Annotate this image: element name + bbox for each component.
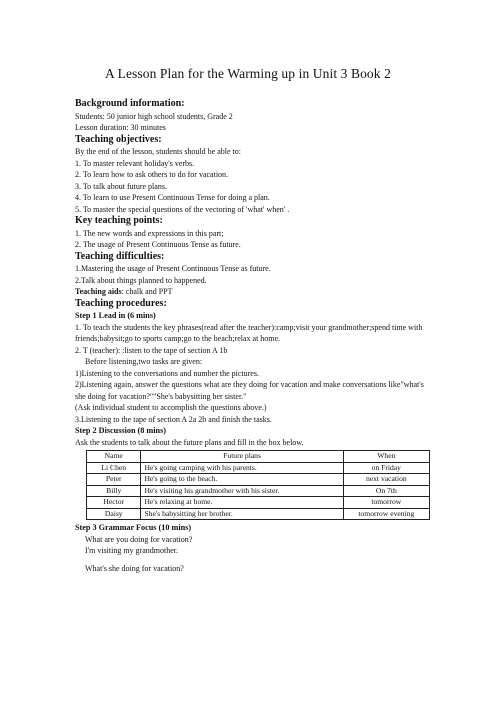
step3-line: I'm visiting my grandmother.	[85, 546, 178, 555]
step3-line: What's she doing for vacation?	[85, 563, 184, 573]
table-row	[87, 474, 430, 486]
difficulty-line: 2.Talk about things planned to happened.	[75, 275, 207, 285]
cell-when: next vacation	[343, 474, 429, 486]
difficulty-line: 1.Mastering the usage of Present Continuous Tense as future.	[75, 264, 271, 273]
objective-line: 1. To master relevant holiday's verbs.	[75, 158, 195, 168]
cell-plan: He's visiting his grandmother with his sister.	[141, 485, 343, 497]
teaching-aids	[75, 286, 430, 298]
step1-line: Before listening,two tasks are given:	[85, 357, 203, 366]
step2-heading: Step 2 Discussion (8 mins)	[75, 426, 166, 435]
table-row	[87, 462, 430, 474]
header-when: When	[343, 451, 429, 463]
cell-when: tomorrow evening	[343, 508, 429, 520]
future-plans-table	[86, 450, 430, 520]
cell-plan: She's babysitting her brother.	[141, 508, 343, 520]
cell-plan: He's going camping with his parents.	[141, 462, 343, 474]
cell-name: Hector	[87, 497, 141, 509]
objective-line: By the end of the lesson, students should be able to:	[75, 147, 241, 156]
objective-line: 5. To master the special questions of the vectoring of 'what' when' .	[75, 204, 290, 214]
cell-plan: He's going to the beach.	[141, 474, 343, 486]
procedures-heading: Teaching procedures:	[75, 297, 167, 309]
background-heading: Background information:	[75, 98, 185, 109]
step1-line: 1)Listening to the conversations and number the pictures.	[75, 368, 259, 378]
key-points-heading: Key teaching points:	[75, 215, 163, 226]
cell-name: Billy	[87, 485, 141, 497]
document-body	[75, 98, 430, 574]
objective-line: 4. To learn to use Present Continuous Tense for doing a plan.	[75, 193, 270, 202]
cell-when: On 7th	[343, 485, 429, 497]
step1-line: (Ask individual student to accomplish the questions above.)	[75, 403, 267, 412]
objective-line: 2. To learn how to ask others to do for vacation.	[75, 170, 229, 179]
cell-name: Daisy	[87, 508, 141, 520]
step2-intro: Ask the students to talk about the future plans and fill in the box below.	[75, 437, 304, 447]
step3-heading: Step 3 Grammar Focus (10 mins)	[75, 523, 192, 532]
key-point-line: 2. The usage of Present Continuous Tense as future.	[75, 240, 241, 249]
step1-line: 1. To teach the students the key phrases(read after the teacher):camp;visit your grandmother;spend time with friends;babysit;go to sports camp;go to the beach;relax at home.	[75, 322, 423, 343]
header-name: Name	[87, 451, 141, 463]
table-row	[87, 497, 430, 509]
difficulties-heading: Teaching difficulties:	[75, 250, 165, 262]
teaching-aids-value: : chalk and PPT	[121, 287, 173, 296]
table-row	[87, 508, 430, 520]
cell-when: tomorrow	[343, 497, 429, 509]
background-line: Students: 50 junior high school students, Grade 2	[75, 111, 233, 121]
table-row	[87, 485, 430, 497]
step1-line: 3.Listening to the tape of section A 2a 2b and finish the tasks.	[75, 414, 272, 424]
step3-line: What are you doing for vacation?	[85, 534, 193, 544]
cell-plan: He's relaxing at home.	[141, 497, 343, 509]
step1-line: 2)Listening again, answer the questions what are they doing for vacation and make conversations like"what's she doing for vacation?""She's babysitting her sister."	[75, 380, 424, 401]
table-header-row	[87, 451, 430, 463]
document-title: A Lesson Plan for the Warming up in Unit 3 Book 2	[105, 66, 391, 81]
header-future-plans: Future plans	[141, 451, 343, 463]
objective-line: 3. To talk about future plans.	[75, 181, 167, 191]
background-line: Lesson duration: 30 minutes	[75, 123, 166, 132]
teaching-aids-label: Teaching aids	[75, 287, 122, 296]
cell-name: Peter	[87, 474, 141, 486]
step1-line: 2. T (teacher): :listen to the tape of section A 1b	[75, 345, 228, 355]
cell-when: on Friday	[343, 462, 429, 474]
cell-name: Li Chen	[87, 462, 141, 474]
key-point-line: 1. The new words and expressions in this part;	[75, 228, 224, 238]
objectives-heading: Teaching objectives:	[75, 133, 162, 145]
step1-heading: Step 1 Lead in (6 mins)	[75, 311, 156, 320]
